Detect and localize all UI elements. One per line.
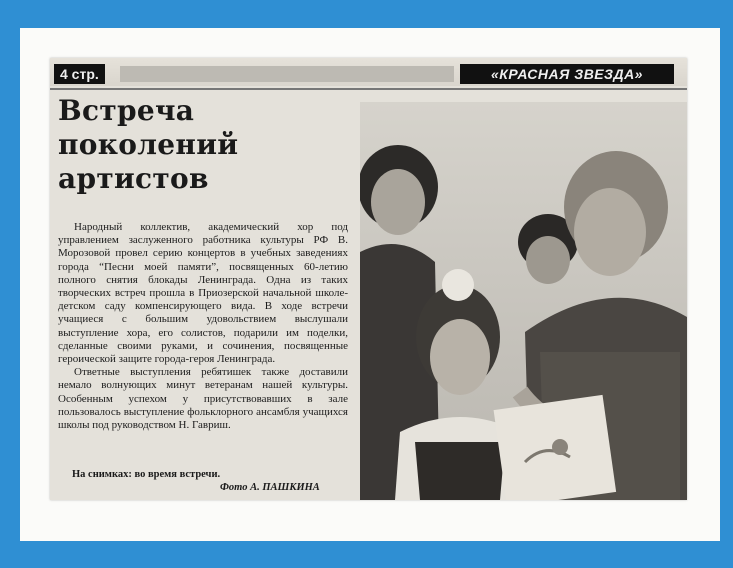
headline-line: поколений xyxy=(58,128,239,161)
header-rule xyxy=(50,88,687,90)
newspaper-clipping xyxy=(50,58,687,500)
photo-credit: Фото А. ПАШКИНА xyxy=(220,482,320,493)
article-photo xyxy=(360,102,687,500)
newspaper-name: «КРАСНАЯ ЗВЕЗДА» xyxy=(460,64,674,84)
headline-line: артистов xyxy=(58,162,209,195)
article-paragraph: Народный коллектив, академический хор под управлением заслуженного работника культуры РФ В. Морозовой провел серию концертов в учебных заведениях города “Песни моей памяти”, посвященных 60-летию полного снятия блокады Ленинграда. Одна из таких творческих встреч прошла в Приозерской начальной школе-детском саду компенсирующего вида. В ходе встречи учащиеся с большим удовольствием выслушали выступление хора, его солистов, подарили им поделки, сделанные своими руками, и сочинения, посвященные героической защите города-героя Ленинграда. xyxy=(58,221,348,366)
article-paragraph: Ответные выступления ребятишек также доставили немало волнующих минут ветеранам нашей культуры. Особенным успехом у присутствовавших в зале пользовалось выступление фольклорного ансамбля учащихся школы под руководством Н. Гавриш. xyxy=(58,366,348,432)
article-body xyxy=(58,221,348,432)
page-number: 4 стр. xyxy=(54,64,105,84)
header-divider-bar xyxy=(120,66,454,82)
page-header xyxy=(50,58,687,86)
photo-illustration xyxy=(360,102,687,500)
headline xyxy=(58,94,348,196)
photo-caption: На снимках: во время встречи. xyxy=(72,469,221,480)
headline-line: Встреча xyxy=(58,94,195,127)
